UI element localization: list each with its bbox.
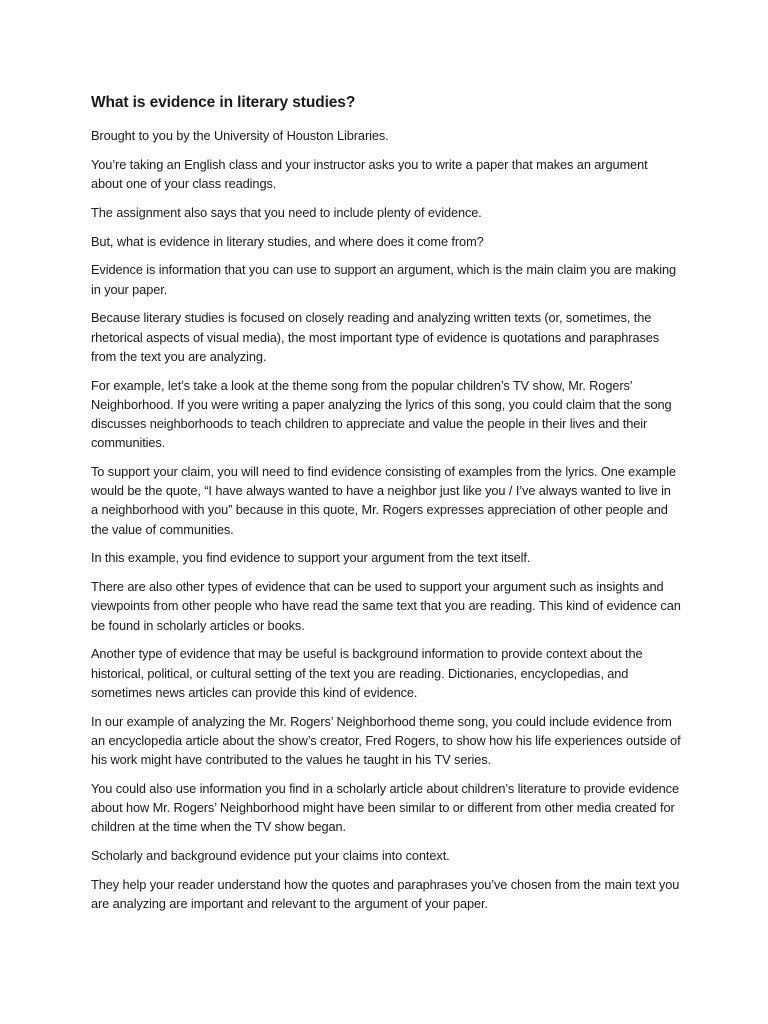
paragraph-9: In this example, you find evidence to support your argument from the text itself. <box>91 550 531 566</box>
paragraph-11: Another type of evidence that may be useful is background information to provide context about the historical, political, or cultural setting of the text you are reading. Dictionaries, encyclopedias, and sometimes news articles can provide this kind of evidence. <box>91 646 643 700</box>
paragraph-15: They help your reader understand how the quotes and paraphrases you’ve chosen from the main text you are analyzing are important and relevant to the argument of your paper. <box>91 876 680 912</box>
paragraph-5: Evidence is information that you can use to support an argument, which is the main claim you are making in your paper. <box>91 262 677 297</box>
paragraph-4: But, what is evidence in literary studies, and where does it come from? <box>91 233 484 249</box>
document-title: What is evidence in literary studies? <box>91 94 356 111</box>
paragraph-6: Because literary studies is focused on closely reading and analyzing written texts (or, sometimes, the rhetorical aspects of visual media), the most important type of evidence is quotations and paraphrases from the text you are analyzing. <box>91 310 660 364</box>
paragraph-14: Scholarly and background evidence put your claims into context. <box>91 848 450 864</box>
paragraph-10: There are also other types of evidence that can be used to support your argument such as insights and viewpoints from other people who have read the same text that you are reading. This kind of evidence can be found in scholarly articles or books. <box>91 579 681 633</box>
paragraph-1: Brought to you by the University of Houston Libraries. <box>91 128 389 143</box>
paragraph-2: You’re taking an English class and your instructor asks you to write a paper that makes an argument about one of your class readings. <box>91 156 648 191</box>
paragraph-7: For example, let’s take a look at the theme song from the popular children’s TV show, Mr. Rogers’ Neighborhood. If you were writing a paper analyzing the lyrics of this song, you could claim that the song discusses neighborhoods to teach children to appreciate and value the people in their lives and their communities. <box>91 377 672 451</box>
paragraph-3: The assignment also says that you need to include plenty of evidence. <box>91 204 482 220</box>
paragraph-8: To support your claim, you will need to find evidence consisting of examples from the lyrics. One example would be the quote, “I have always wanted to have a neighbor just like you / I’ve always wanted to live in a neighborhood with you” because in this quote, Mr. Rogers expresses appreciation of other people and the value of communities. <box>91 464 676 537</box>
document-page <box>91 92 681 923</box>
paragraph-12: In our example of analyzing the Mr. Rogers’ Neighborhood theme song, you could include evidence from an encyclopedia article about the show’s creator, Fred Rogers, to show how his life experiences outside of his work might have contributed to the values he taught in his TV series. <box>91 713 681 768</box>
paragraph-13: You could also use information you find in a scholarly article about children’s literature to provide evidence about how Mr. Rogers’ Neighborhood might have been similar to or different from other media created for children at the time when the TV show began. <box>91 780 679 835</box>
